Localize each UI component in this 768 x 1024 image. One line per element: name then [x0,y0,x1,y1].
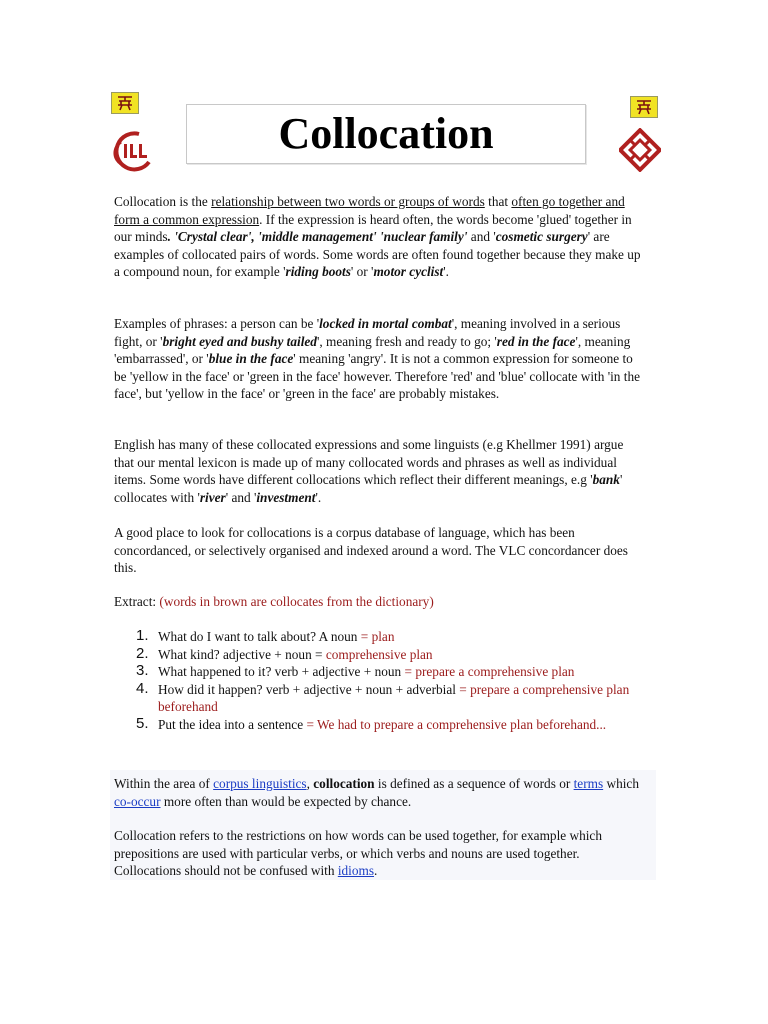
underlined-expression: often go together and form a common expression [114,194,625,227]
extract-line [114,593,644,611]
knot-logo [619,128,661,172]
extract-note: (words in brown are collocates from the dictionary) [159,594,434,609]
list-item: 1. What do I want to talk about? A noun = plan [136,627,395,644]
intro-paragraph: Collocation is the relationship between two words or groups of words that often go together and form a common expression. If the expression is heard often, the words become 'glued' together in our minds. 'Crystal clear', 'middle management' 'nuclear family' and 'cosmetic surgery' are examples of collocated pairs of words. Some words are often found together because they make up a compound noun, for example 'riding boots' or 'motor cyclist'. [114,194,641,279]
phrases-paragraph: Examples of phrases: a person can be 'locked in mortal combat', meaning involved in a serious fight, or 'bright eyed and bushy tailed', meaning fresh and ready to go; 'red in the face', meaning 'embarrassed', or 'blue in the face' meaning 'angry'. It is not a common expression for someone to be 'yellow in the face' or 'green in the face' however. Therefore 'red' and 'blue' collocate with 'in the face', but 'yellow in the face' or 'green in the face' are probably mistakes. [114,316,641,401]
corpus-paragraph: A good place to look for collocations is a corpus database of language, which has been concordanced, or selectively organised and indexed around a word. The VLC concordancer does this. [114,525,628,575]
idioms-link[interactable]: idioms [337,863,375,878]
list-item: 5. Put the idea into a sentence = We had to prepare a comprehensive plan beforehand... [136,714,607,732]
extract-list [114,628,678,733]
lexicon-paragraph: English has many of these collocated expressions and some linguists (e.g Khellmer 1991) argue that our mental lexicon is made up of many collocated words and phrases as well as individual items. Some words have different collocations which reflect their different meanings, e.g 'bank' collocates with 'river' and 'investment'. [114,437,624,505]
corpus-definition-paragraph: Within the area of corpus linguistics, collocation is defined as a sequence of words or terms which co-occur more often than would be expected by chance. [114,776,639,809]
list-item: 4. How did it happen? verb + adjective + noun + adverbial = prepare a comprehensive plan beforehand [136,679,630,714]
list-item: 3. What happened to it? verb + adjective + noun = prepare a comprehensive plan [136,662,575,679]
terms-link[interactable]: terms [573,776,604,791]
chinese-symbol-icon [111,92,139,114]
chinese-symbol-icon-right [630,96,658,118]
corpus-linguistics-link[interactable]: corpus linguistics [213,776,307,791]
page-title: Collocation [278,109,494,158]
underlined-definition: relationship between two words or groups of words [211,194,485,209]
ill-logo [109,128,153,176]
restrictions-paragraph: Collocation refers to the restrictions on how words can be used together, for example which prepositions are used with particular verbs, or which verbs and nouns are used together. Collocations should not be confused with idioms. [114,828,602,878]
extract-label: Extract: [114,594,160,609]
title-box [186,104,586,164]
co-occur-link[interactable]: co-occur [114,793,161,809]
list-item: 2. What kind? adjective + noun = comprehensive plan [136,644,433,662]
